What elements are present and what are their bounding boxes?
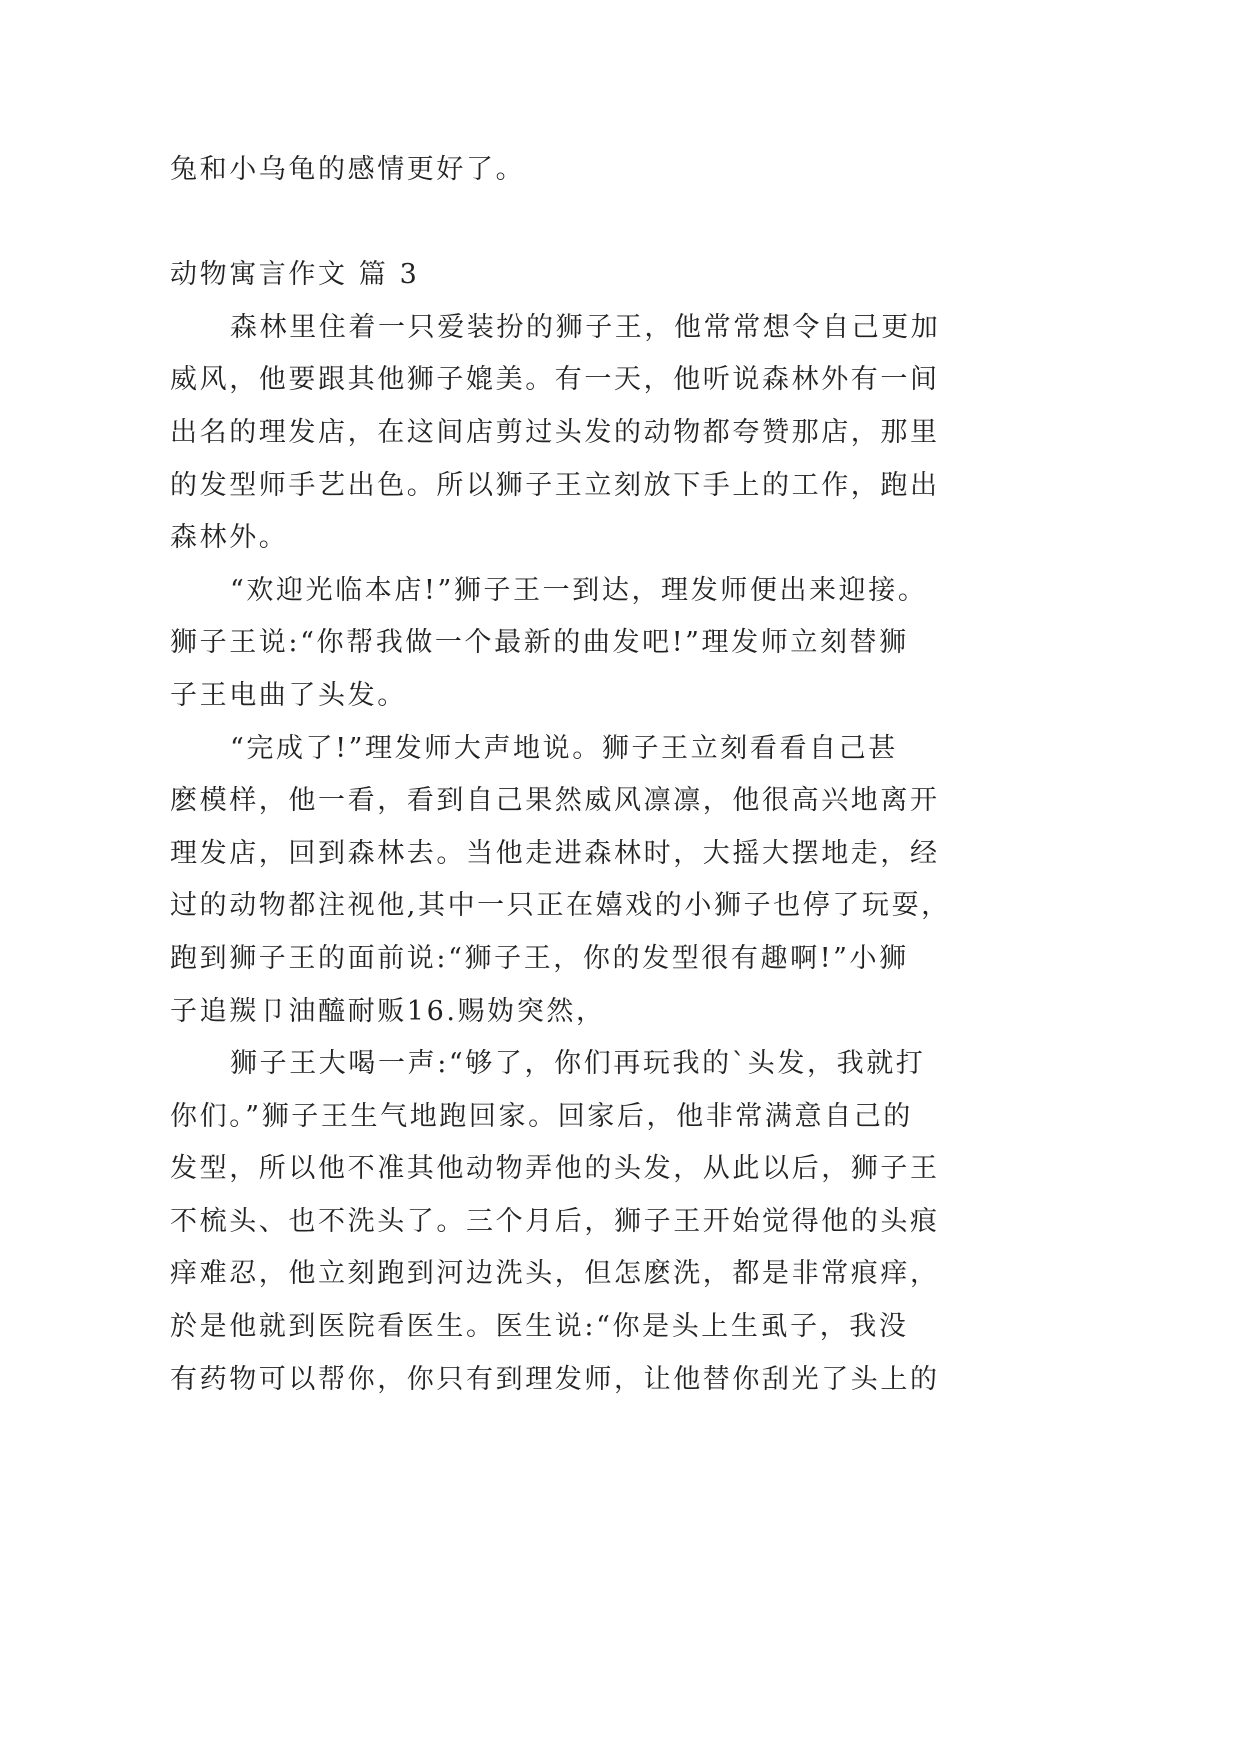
text-line: 威风，他要跟其他狮子媲美。有一天，他听说森林外有一间 [170,364,940,396]
section-heading: 动物寓言作文 篇 3 [170,259,420,291]
text-line: 理发店，回到森林去。当他走进森林时，大摇大摆地走，经 [170,837,940,869]
text-line: 於是他就到医院看医生。医生说:“你是头上生虱子，我没 [170,1311,909,1343]
paragraph-4 [170,1038,951,1406]
text-line: 你们。”狮子王生气地跑回家。回家后，他非常满意自己的 [170,1100,913,1132]
paragraph-2 [170,565,951,723]
text-line: 子追羰卩油醯耐贩16.赐妫突然， [170,995,606,1027]
text-line: 子王电曲了头发。 [170,679,407,711]
text-line: 发型，所以他不准其他动物弄他的头发，从此以后，狮子王 [170,1153,940,1185]
text-line: 麽模样，他一看，看到自己果然威风凛凛，他很高兴地离开 [170,785,940,817]
text-line: “完成了!”理发师大声地说。狮子王立刻看看自己甚 [230,732,898,764]
text-line: 过的动物都注视他,其中一只正在嬉戏的小狮子也停了玩耍， [170,890,951,922]
text-line: 出名的理发店，在这间店剪过头发的动物都夸赞那店，那里 [170,416,940,448]
paragraph-1 [170,302,951,565]
text-line: 狮子王说:“你帮我做一个最新的曲发吧!”理发师立刻替狮 [170,627,909,659]
paragraph-3 [170,723,951,1039]
text-line: 跑到狮子王的面前说:“狮子王，你的发型很有趣啊!”小狮 [170,942,909,974]
text-line: 有药物可以帮你，你只有到理发师，让他替你刮光了头上的 [170,1363,940,1395]
continuation-line: 兔和小乌龟的感情更好了。 [170,154,526,185]
text-line: 痒难忍，他立刻跑到河边洗头，但怎麽洗，都是非常痕痒， [170,1258,940,1290]
text-line: 的发型师手艺出色。所以狮子王立刻放下手上的工作，跑出 [170,469,940,501]
document-body [170,144,951,1406]
text-line: 狮子王大喝一声:“够了，你们再玩我的`头发，我就打 [230,1048,926,1080]
text-line: 不梳头、也不洗头了。三个月后，狮子王开始觉得他的头痕 [170,1205,940,1237]
text-line: 森林里住着一只爱装扮的狮子王，他常常想令自己更加 [230,311,941,343]
text-line: “欢迎光临本店!”狮子王一到达，理发师便出来迎接。 [230,574,928,606]
text-line: 森林外。 [170,522,289,554]
